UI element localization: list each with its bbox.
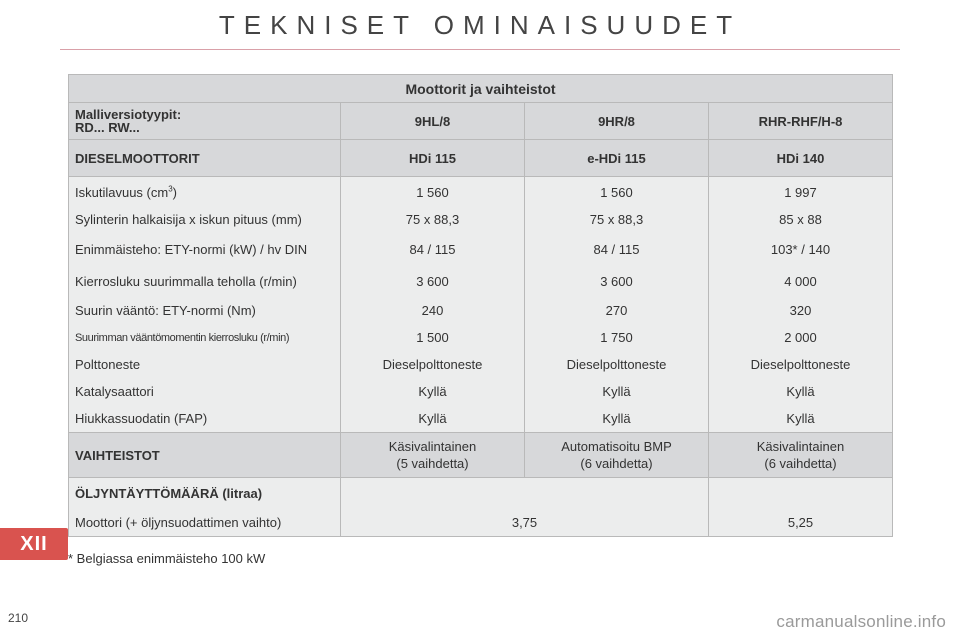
model-types-label-line2: RD... RW... <box>75 120 140 135</box>
engines-gearboxes-table <box>68 74 893 537</box>
model-type-cell: 9HL/8 <box>341 103 525 140</box>
table-row <box>69 177 893 207</box>
row-label: Kierrosluku suurimmalla teholla (r/min) <box>69 265 341 297</box>
row-value: Dieselpolttoneste <box>525 351 709 378</box>
row-label: Suurin vääntö: ETY-normi (Nm) <box>69 297 341 324</box>
row-label: Hiukkassuodatin (FAP) <box>69 405 341 433</box>
row-value: Kyllä <box>709 378 893 405</box>
row-value: 320 <box>709 297 893 324</box>
table-caption: Moottorit ja vaihteistot <box>69 75 893 103</box>
row-value: Kyllä <box>709 405 893 433</box>
oil-capacity-header-row <box>69 478 893 509</box>
row-value: Kyllä <box>341 405 525 433</box>
page-number: 210 <box>8 611 29 625</box>
row-value: 270 <box>525 297 709 324</box>
row-value: 75 x 88,3 <box>341 206 525 233</box>
title-divider <box>60 49 900 50</box>
row-value: 1 560 <box>525 177 709 207</box>
row-value: Kyllä <box>341 378 525 405</box>
row-value: 75 x 88,3 <box>525 206 709 233</box>
row-value: Kyllä <box>525 405 709 433</box>
displacement-label-text: Iskutilavuus (cm <box>75 185 169 200</box>
row-value: 1 500 <box>341 324 525 351</box>
displacement-label-close: ) <box>172 185 177 200</box>
row-label-displacement <box>69 177 341 207</box>
gearboxes-label: VAIHTEISTOT <box>69 433 341 478</box>
gearbox-cell <box>341 433 525 478</box>
page-title: TEKNISET OMINAISUUDET <box>218 10 742 40</box>
oil-empty-cell <box>709 478 893 509</box>
engine-cell: HDi 140 <box>709 140 893 177</box>
oil-empty-cell <box>341 478 709 509</box>
row-label: Sylinterin halkaisija x iskun pituus (mm) <box>69 206 341 233</box>
gearbox-gears: (6 vaihdetta) <box>764 456 837 471</box>
diesel-engines-label: DIESELMOOTTORIT <box>69 140 341 177</box>
row-value: Dieselpolttoneste <box>709 351 893 378</box>
gearbox-type: Automatisoitu BMP <box>561 439 672 454</box>
oil-capacity-value: 3,75 <box>341 508 709 537</box>
row-value: 84 / 115 <box>525 233 709 265</box>
row-value: 240 <box>341 297 525 324</box>
row-label: Suurimman vääntömomentin kierrosluku (r/min) <box>69 324 341 351</box>
row-value: 1 560 <box>341 177 525 207</box>
row-label: Polttoneste <box>69 351 341 378</box>
gearbox-cell <box>709 433 893 478</box>
model-types-label <box>69 103 341 140</box>
gearbox-type: Käsivalintainen <box>388 439 477 454</box>
row-value: 3 600 <box>341 265 525 297</box>
table-row <box>69 405 893 433</box>
model-type-cell: 9HR/8 <box>525 103 709 140</box>
row-value: 85 x 88 <box>709 206 893 233</box>
oil-capacity-header: ÖLJYNTÄYTTÖMÄÄRÄ (litraa) <box>69 478 341 509</box>
row-value: Dieselpolttoneste <box>341 351 525 378</box>
gearbox-gears: (5 vaihdetta) <box>396 456 469 471</box>
model-type-cell: RHR-RHF/H-8 <box>709 103 893 140</box>
table-row <box>69 206 893 233</box>
footnote: * Belgiassa enimmäisteho 100 kW <box>68 551 266 566</box>
row-value: 84 / 115 <box>341 233 525 265</box>
displacement-superscript: 3 <box>168 184 173 194</box>
diesel-engines-row <box>69 140 893 177</box>
gearbox-type: Käsivalintainen <box>756 439 845 454</box>
row-value: Kyllä <box>525 378 709 405</box>
row-value: 3 600 <box>525 265 709 297</box>
model-types-row <box>69 103 893 140</box>
model-types-label-line1: Malliversiotyypit: <box>75 107 182 122</box>
gearbox-gears: (6 vaihdetta) <box>580 456 653 471</box>
gearboxes-row <box>69 433 893 478</box>
watermark: carmanualsonline.info <box>776 612 946 631</box>
oil-capacity-value: 5,25 <box>709 508 893 537</box>
table-row <box>69 233 893 265</box>
engine-cell: e-HDi 115 <box>525 140 709 177</box>
table-row <box>69 324 893 351</box>
chapter-tab: XII <box>0 528 68 560</box>
row-value: 2 000 <box>709 324 893 351</box>
row-value: 103* / 140 <box>709 233 893 265</box>
row-value: 1 997 <box>709 177 893 207</box>
oil-capacity-row <box>69 508 893 537</box>
row-value: 4 000 <box>709 265 893 297</box>
table-row <box>69 351 893 378</box>
oil-capacity-label: Moottori (+ öljynsuodattimen vaihto) <box>69 508 341 537</box>
engine-cell: HDi 115 <box>341 140 525 177</box>
row-value: 1 750 <box>525 324 709 351</box>
gearbox-cell <box>525 433 709 478</box>
table-row <box>69 297 893 324</box>
table-row <box>69 265 893 297</box>
row-label: Katalysaattori <box>69 378 341 405</box>
row-label: Enimmäisteho: ETY-normi (kW) / hv DIN <box>69 233 341 265</box>
table-row <box>69 378 893 405</box>
table-caption-row <box>69 75 893 103</box>
